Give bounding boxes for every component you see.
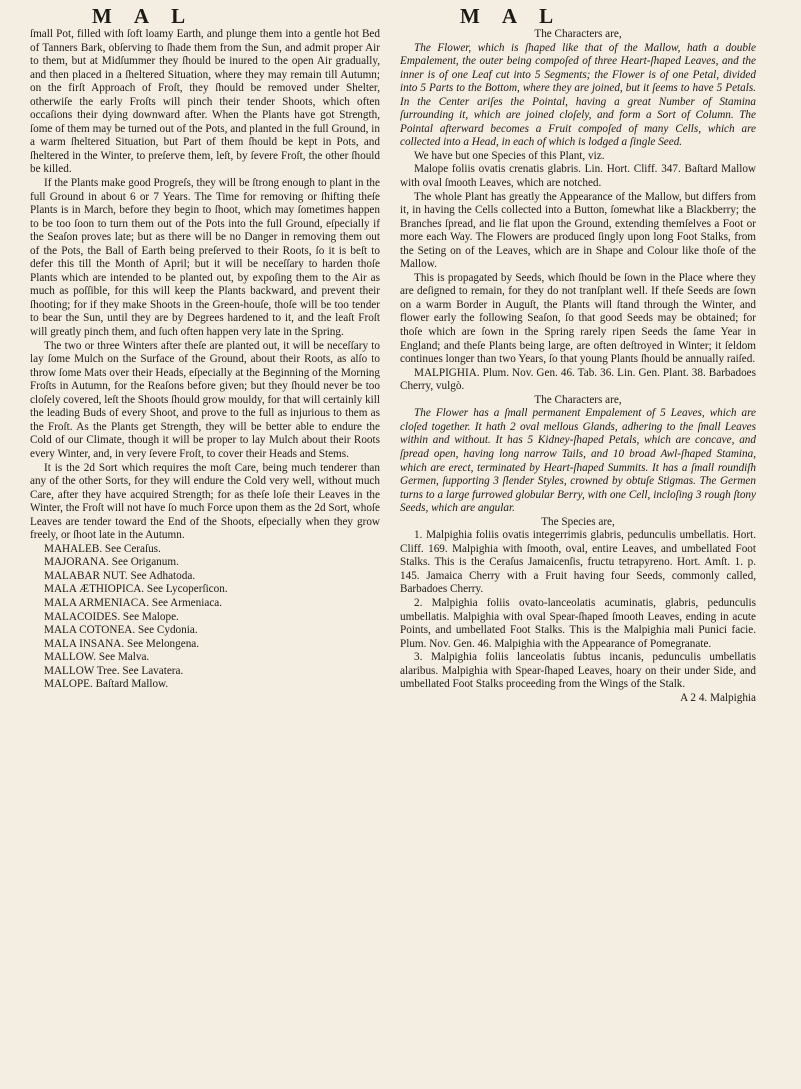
left-column-paragraph: MALA ÆTHIOPICA. See Lycoperſicon. — [44, 583, 228, 596]
left-column-paragraph: MAHALEB. See Ceraſus. — [44, 542, 161, 555]
left-column-paragraph: MALABAR NUT. See Adhatoda. — [44, 569, 196, 582]
left-column-paragraph: ſmall Pot, filled with ſoft loamy Earth, and plunge them into a gentle hot Bed of Tanners Bark, obſerving to ſhade them from the Sun, and admit proper Air to them, but at Midſummer they ſhould be inured to the open Air gradually, and then placed in a ſheltered Situation, where they may remain till Autumn; on the firſt Approach of Froſt, they ſhould be removed under Shelter, otherwiſe the early Froſts will pinch their tender Shoots, which often occaſions their dying downward after. When the Plants have got Strength, ſome of them may be turned out of the Pots, and planted in the full Ground, in a warm ſheltered Situation, but Part of them ſhould be kept in Pots, and ſheltered in the Winter, to preſerve them, leſt, by ſevere Froſt, the other ſhould be killed. — [30, 28, 380, 176]
right-column-paragraph: The Species are, — [541, 515, 615, 528]
right-column-paragraph: The Characters are, — [534, 28, 622, 40]
left-column-paragraph: MALA COTONEA. See Cydonia. — [44, 624, 198, 637]
left-column-paragraph: MALOPE. Baſtard Mallow. — [44, 678, 169, 691]
left-column-paragraph: It is the 2d Sort which requires the moſt Care, being much tenderer than any of the other Sorts, for they will endure the Cold very well, without much Care, after they have acquired Strength; for as theſe loſe their Leaves in the Winter, the Froſt will not have ſo much Force upon them as the 2d Sort, whoſe Leaves are tender toward the End of the Shoots, eſpecially when they grow freely, or ſhoot late in the Autumn. — [30, 461, 380, 542]
right-column-paragraph: The whole Plant has greatly the Appearance of the Mallow, but differs from it, in having the Cells collected into a Button, ſomewhat like a Blackberry; the Branches ſpread, and lie flat upon the Ground, extending themſelves a Foot or more each Way. The Flowers are produced ſingly upon long Foot Stalks, from the Seting on of the Leaves, which are in Shape and Colour like thoſe of the Mallow. — [400, 190, 756, 271]
right-column-paragraph: MALPIGHIA. Plum. Nov. Gen. 46. Tab. 36. Lin. Gen. Plant. 38. Barbadoes Cherry, vulgò. — [400, 366, 756, 393]
left-column-paragraph: MALACOIDES. See Malope. — [44, 610, 179, 623]
right-column-paragraph: 2. Malpighia foliis ovato-lanceolatis acuminatis, glabris, pedunculis umbellatis. Malpighia with oval Spear-ſhaped ſmooth Leaves, ending in acute Points, and umbellated Foot Stalks. This is the Malpighia mali Punici facie. Plum. Nov. Gen. 46. Malpighia with the Appearance of Pomegranate. — [400, 596, 756, 650]
right-column-paragraph: This is propagated by Seeds, which ſhould be ſown in the Place where they are deſigned to remain, for they do not tranſplant well. If theſe Seeds are ſown on a warm Border in Auguſt, the Plants will ſtand through the Winter, and flower early the following Seaſon, ſo that good Seeds may be obtained; for thoſe which are ſown in the Spring rarely ripen Seeds the ſame Year in England; and theſe Plants being large, are often deſtroyed in Winter; it ſeldom continues longer than two Years, ſo that young Plants ſhould be annually raiſed. — [400, 271, 756, 366]
right-column-paragraph: The Flower has a ſmall permanent Empalement of 5 Leaves, which are cloſed together. It hath 2 oval mellous Glands, adhering to the ſmall Leaves within and without. It has 5 Kidney-ſhaped Petals, which are concave, and ſpread open, having long narrow Tails, and 10 broad Awl-ſhaped Stamina, which are erect, terminated by Heart-ſhaped Summits. It has a ſmall roundiſh Germen, ſupporting 3 ſlender Styles, crowned by obtuſe Stigmas. The Germen turns to a large furrowed globular Berry, with one Cell, incloſing 3 rough ſtony Seeds, which are angular. — [400, 407, 756, 515]
right-column-paragraph: We have but one Species of this Plant, viz. — [414, 149, 605, 162]
left-column-paragraph: If the Plants make good Progreſs, they will be ſtrong enough to plant in the full Ground in about 6 or 7 Years. The Time for removing or ſhifting theſe Plants is in March, before they begin to ſhoot, which may ſometimes happen to be too ſoon to turn them out of the Pots into the full Ground, eſpecially if the Seaſon proves late; but as there will be no Danger in removing them out of the Pots, the Ball of Earth being preſerved to their Roots, ſo it is beſt to defer this till the Month of April; but it will be neceſſary to harden thoſe Plants which are intended to be planted out, by expoſing them to the Air as much as poſſible, for this will keep the Plants backward, and prevent their ſhooting; for if they make Shoots in the Green-houſe, thoſe will be too tender to bear the Sun, until they are by Degrees hardened to it, and the leaſt Froſt will greatly pinch them, and ſuch often happen very late in the Spring. — [30, 177, 380, 339]
left-column-paragraph: MAJORANA. See Origanum. — [44, 556, 179, 569]
right-column-paragraph: The Flower, which is ſhaped like that of the Mallow, hath a double Empalement, the outer being compoſed of three Heart-ſhaped Leaves, and the inner is of one Leaf cut into 5 Segments; the Flower is of one Petal, divided into 5 Parts to the Bottom, where they are joined, but it ſeems to have 5 Petals. In the Center ariſes the Pointal, having a great Number of Stamina ſurrounding it, which are joined cloſely, and form a Sort of Column. The Pointal afterward becomes a Fruit compoſed of many Cells, which are collected into a Head, in each of which is lodged a ſingle Seed. — [400, 41, 756, 149]
right-column-paragraph: The Characters are, — [534, 393, 622, 406]
right-column-paragraph: 3. Malpighia foliis lanceolatis ſubtus incanis, pedunculis umbellatis alaribus. Malpighia with Spear-ſhaped Leaves, hoary on their under Side, and umbellated Foot Stalks proceeding from the Wings of the Stalk. — [400, 651, 756, 691]
left-column-paragraph: MALLOW Tree. See Lavatera. — [44, 664, 184, 677]
running-head-right: M A L — [460, 4, 563, 28]
right-column-paragraph: Malope foliis ovatis crenatis glabris. Lin. Hort. Cliff. 347. Baſtard Mallow with oval ſmooth Leaves, which are notched. — [400, 163, 756, 190]
right-column — [400, 28, 756, 705]
left-column — [30, 28, 380, 692]
running-head-left: M A L — [92, 4, 195, 28]
left-column-paragraph: MALLOW. See Malva. — [44, 651, 150, 664]
right-column-paragraph: 1. Malpighia foliis ovatis integerrimis glabris, pedunculis umbellatis. Hort. Cliff. 169. Malpighia with ſmooth, oval, entire Leaves, and umbellated Foot Stalks. This is the Ceraſus Jamaicenſis, fructu tetrapyreno. Hort. Amſt. 1. p. 145. Jamaica Cherry with a Fruit having four Seeds, commonly called, Barbadoes Cherry. — [400, 529, 756, 596]
left-column-paragraph: MALA ARMENIACA. See Armeniaca. — [44, 596, 223, 609]
left-column-paragraph: The two or three Winters after theſe are planted out, it will be neceſſary to lay ſome Mulch on the Surface of the Ground, about their Roots, as alſo to throw ſome Mats over their Heads, eſpecially at the Beginning of the Morning Froſts in Autumn, for the Reaſons before given; but they ſhould never be too cloſely covered, leſt the Shoots ſhould grow mouldy, for that will certainly kill the leading Buds of every Shoot, and prove to the full as injurious to them as the Froſt. As the Plants get Strength, they will be better able to endure the Cold of our Climate, though it will be proper to lay Mulch about their Roots every Winter, and, in very ſevere Froſt, to cover their Heads and Stems. — [30, 339, 380, 460]
right-column-paragraph: A 2 4. Malpighia — [680, 691, 756, 704]
left-column-paragraph: MALA INSANA. See Melongena. — [44, 637, 200, 650]
